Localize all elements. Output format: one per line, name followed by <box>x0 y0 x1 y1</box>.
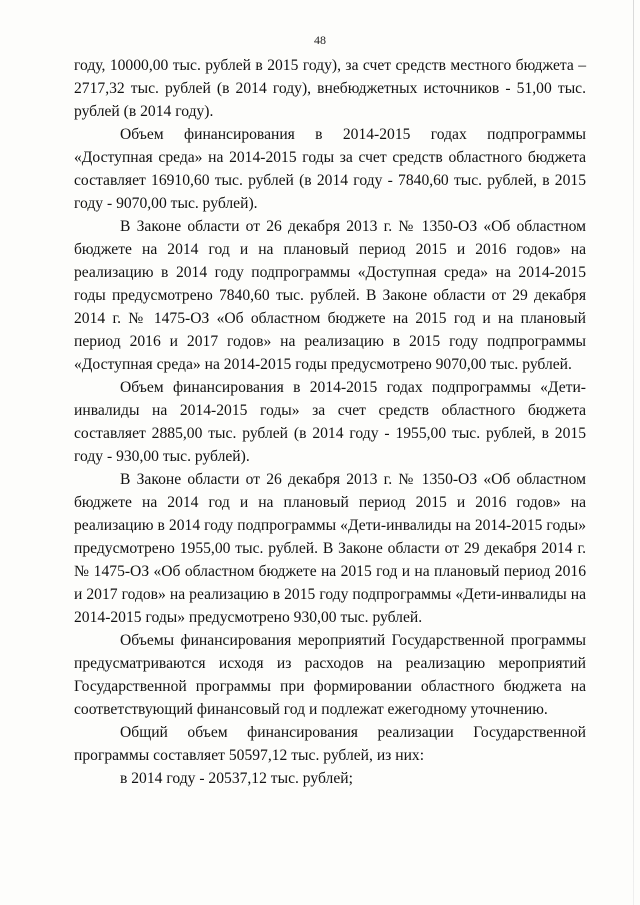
document-body <box>74 54 586 790</box>
paragraph-7: Общий объем финансирования реализации Государственной программы составляет 50597,12 тыс. рублей, из них: <box>74 724 586 764</box>
paragraph-4: Объем финансирования в 2014-2015 годах подпрограммы «Дети-инвалиды на 2014-2015 годы» за счет средств областного бюджета составляет 2885,00 тыс. рублей (в 2014 году - 1955,00 тыс. рублей, в 2015 году - 930,00 тыс. рублей). <box>74 379 586 465</box>
paragraph-6: Объемы финансирования мероприятий Государственной программы предусматриваются исходя из расходов на реализацию мероприятий Государственной программы при формировании областного бюджета на соответствующий финансовый год и подлежат ежегодному уточнению. <box>74 632 586 718</box>
paragraph-8: в 2014 году - 20537,12 тыс. рублей; <box>120 770 353 787</box>
paragraph-2: Объем финансирования в 2014-2015 годах подпрограммы «Доступная среда» на 2014-2015 годы за счет средств областного бюджета составляет 16910,60 тыс. рублей (в 2014 году - 7840,60 тыс. рублей, в 2015 году - 9070,00 тыс. рублей). <box>74 126 586 212</box>
paragraph-1: году, 10000,00 тыс. рублей в 2015 году), за счет средств местного бюджета – 2717,32 тыс. рублей (в 2014 году), внебюджетных источников - 51,00 тыс. рублей (в 2014 году). <box>74 57 586 120</box>
paragraph-3: В Законе области от 26 декабря 2013 г. № 1350-ОЗ «Об областном бюджете на 2014 год и на плановый период 2015 и 2016 годов» на реализацию в 2014 году подпрограммы «Доступная среда» на 2014-2015 годы предусмотрено 7840,60 тыс. рублей. В Законе области от 29 декабря 2014 г. № 1475-ОЗ «Об областном бюджете на 2015 год и на плановый период 2016 и 2017 годов» на реализацию в 2015 году подпрограммы «Доступная среда» на 2014-2015 годы предусмотрено 9070,00 тыс. рублей. <box>74 218 586 373</box>
scan-edge-line <box>633 0 634 905</box>
paragraph-5: В Законе области от 26 декабря 2013 г. № 1350-ОЗ «Об областном бюджете на 2014 год и на плановый период 2015 и 2016 годов» на реализацию в 2014 году подпрограммы «Дети-инвалиды на 2014-2015 годы» предусмотрено 1955,00 тыс. рублей. В Законе области от 29 декабря 2014 г. № 1475-ОЗ «Об областном бюджете на 2015 год и на плановый период 2016 и 2017 годов» на реализацию в 2015 году подпрограммы «Дети-инвалиды на 2014-2015 годы» предусмотрено 930,00 тыс. рублей. <box>74 471 586 626</box>
page-number: 48 <box>314 33 326 47</box>
